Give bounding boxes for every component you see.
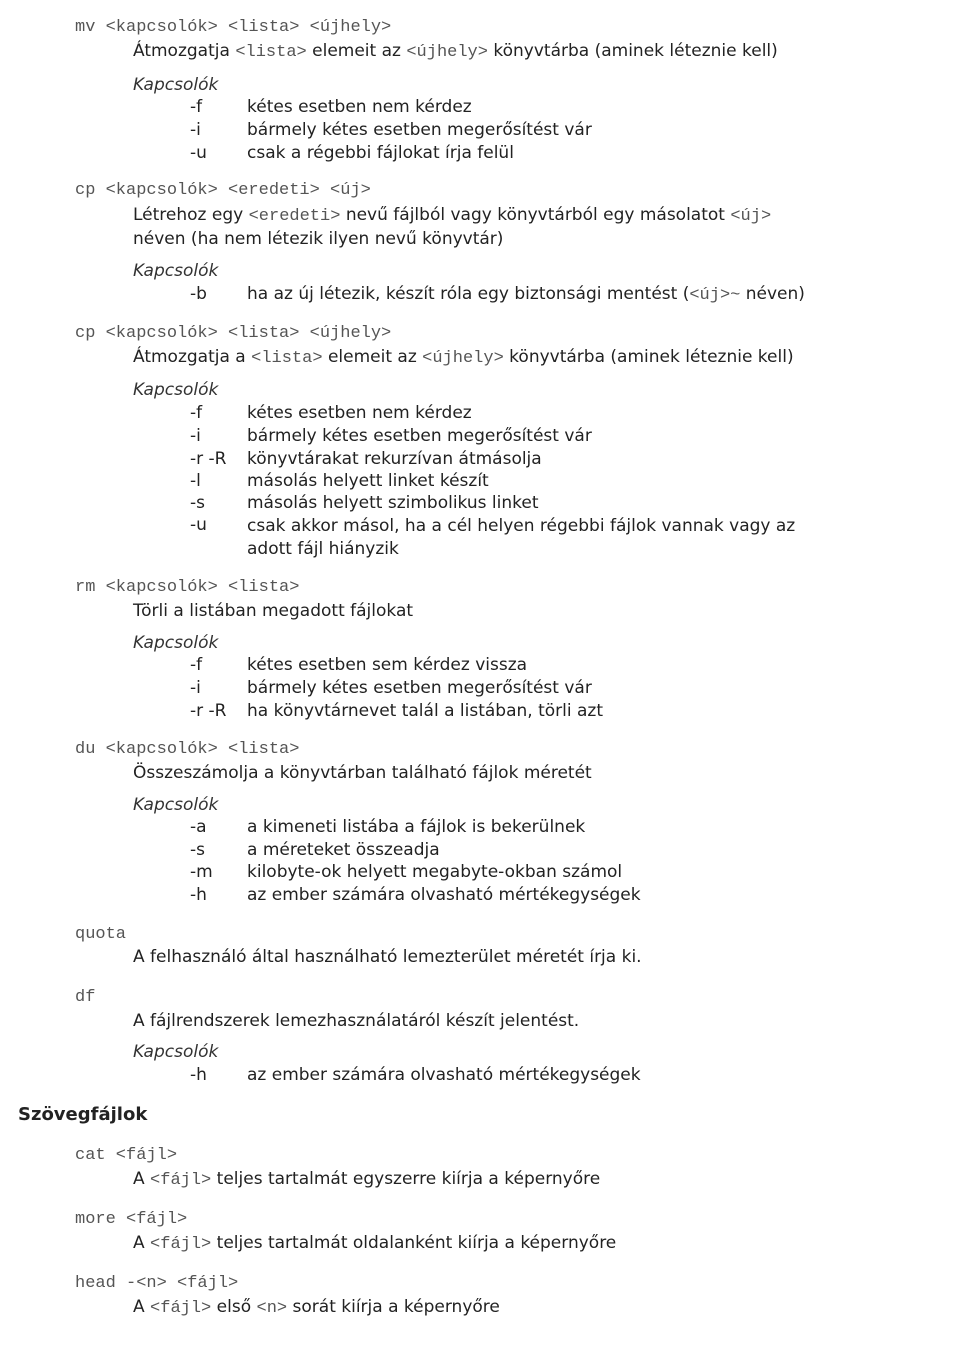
description-more: A <fájl> teljes tartalmát oldalanként kiírja a képernyőre bbox=[133, 1233, 617, 1254]
description-cp-copy: Létrehoz egy <eredeti> nevű fájlból vagy könyvtárból egy másolatot <új> bbox=[133, 205, 772, 226]
option-flag: -i bbox=[190, 678, 201, 698]
option-flag: -i bbox=[190, 426, 201, 446]
option-flag: -a bbox=[190, 817, 207, 837]
option-flag: -f bbox=[190, 403, 203, 423]
description-rm: Törli a listában megadott fájlokat bbox=[133, 601, 414, 621]
option-description: kilobyte-ok helyett megabyte-okban számol bbox=[247, 862, 623, 882]
command-df: df bbox=[75, 988, 96, 1007]
option-description: csak a régebbi fájlokat írja felül bbox=[247, 143, 514, 163]
option-description: ha az új létezik, készít róla egy biztonsági mentést (<új>~ néven) bbox=[247, 284, 805, 305]
command-quota: quota bbox=[75, 925, 127, 944]
description-df: A fájlrendszerek lemezhasználatáról készít jelentést. bbox=[133, 1011, 580, 1031]
option-flag: -f bbox=[190, 97, 203, 117]
options-heading: Kapcsolók bbox=[133, 633, 219, 653]
option-description: kétes esetben nem kérdez bbox=[247, 403, 472, 423]
option-description: kétes esetben sem kérdez vissza bbox=[247, 655, 528, 675]
option-flag: -i bbox=[190, 120, 201, 140]
option-description: az ember számára olvasható mértékegységek bbox=[247, 1065, 641, 1085]
options-heading: Kapcsolók bbox=[133, 380, 219, 400]
option-flag: -b bbox=[190, 284, 207, 304]
options-heading: Kapcsolók bbox=[133, 795, 219, 815]
option-description: másolás helyett linket készít bbox=[247, 471, 489, 491]
option-flag: -r -R bbox=[190, 449, 227, 469]
option-description: csak akkor másol, ha a cél helyen régebbi fájlok vannak vagy az adott fájl hiányzik bbox=[247, 516, 796, 559]
option-flag: -u bbox=[190, 515, 207, 535]
option-flag: -f bbox=[190, 655, 203, 675]
options-heading: Kapcsolók bbox=[133, 261, 219, 281]
option-description: a méreteket összeadja bbox=[247, 840, 440, 860]
option-description: a kimeneti listába a fájlok is bekerülnek bbox=[247, 817, 586, 837]
option-description: bármely kétes esetben megerősítést vár bbox=[247, 678, 592, 698]
description-quota: A felhasználó által használható lemezterület méretét írja ki. bbox=[133, 947, 642, 967]
command-cp-list: cp <kapcsolók> <lista> <újhely> bbox=[75, 324, 392, 343]
description-du: Összeszámolja a könyvtárban található fájlok méretét bbox=[133, 763, 592, 783]
description-cat: A <fájl> teljes tartalmát egyszerre kiírja a képernyőre bbox=[133, 1169, 601, 1190]
option-flag: -h bbox=[190, 1065, 207, 1085]
option-description: kétes esetben nem kérdez bbox=[247, 97, 472, 117]
description-cp-list: Átmozgatja a <lista> elemeit az <újhely> könyvtárba (aminek léteznie kell) bbox=[133, 347, 794, 368]
command-rm: rm <kapcsolók> <lista> bbox=[75, 578, 300, 597]
command-head: head -<n> <fájl> bbox=[75, 1274, 239, 1293]
options-heading: Kapcsolók bbox=[133, 75, 219, 95]
option-flag: -m bbox=[190, 862, 213, 882]
command-more: more <fájl> bbox=[75, 1210, 188, 1229]
command-cat: cat <fájl> bbox=[75, 1146, 178, 1165]
option-flag: -s bbox=[190, 840, 205, 860]
description-mv: Átmozgatja <lista> elemeit az <újhely> könyvtárba (aminek léteznie kell) bbox=[133, 41, 778, 62]
command-du: du <kapcsolók> <lista> bbox=[75, 740, 300, 759]
description-head: A <fájl> első <n> sorát kiírja a képernyőre bbox=[133, 1297, 500, 1318]
option-flag: -r -R bbox=[190, 701, 227, 721]
option-description: másolás helyett szimbolikus linket bbox=[247, 493, 539, 513]
option-description: könyvtárakat rekurzívan átmásolja bbox=[247, 449, 542, 469]
section-heading-text-files: Szövegfájlok bbox=[18, 1104, 148, 1125]
option-flag: -s bbox=[190, 493, 205, 513]
command-cp-copy: cp <kapcsolók> <eredeti> <új> bbox=[75, 181, 371, 200]
option-flag: -h bbox=[190, 885, 207, 905]
option-description: bármely kétes esetben megerősítést vár bbox=[247, 426, 592, 446]
options-heading: Kapcsolók bbox=[133, 1042, 219, 1062]
option-description: bármely kétes esetben megerősítést vár bbox=[247, 120, 592, 140]
option-flag: -u bbox=[190, 143, 207, 163]
option-description: az ember számára olvasható mértékegységek bbox=[247, 885, 641, 905]
option-description: ha könyvtárnevet talál a listában, törli azt bbox=[247, 701, 603, 721]
description-cp-copy-line2: néven (ha nem létezik ilyen nevű könyvtár) bbox=[133, 229, 504, 249]
command-mv: mv <kapcsolók> <lista> <újhely> bbox=[75, 18, 392, 37]
option-flag: -l bbox=[190, 471, 201, 491]
